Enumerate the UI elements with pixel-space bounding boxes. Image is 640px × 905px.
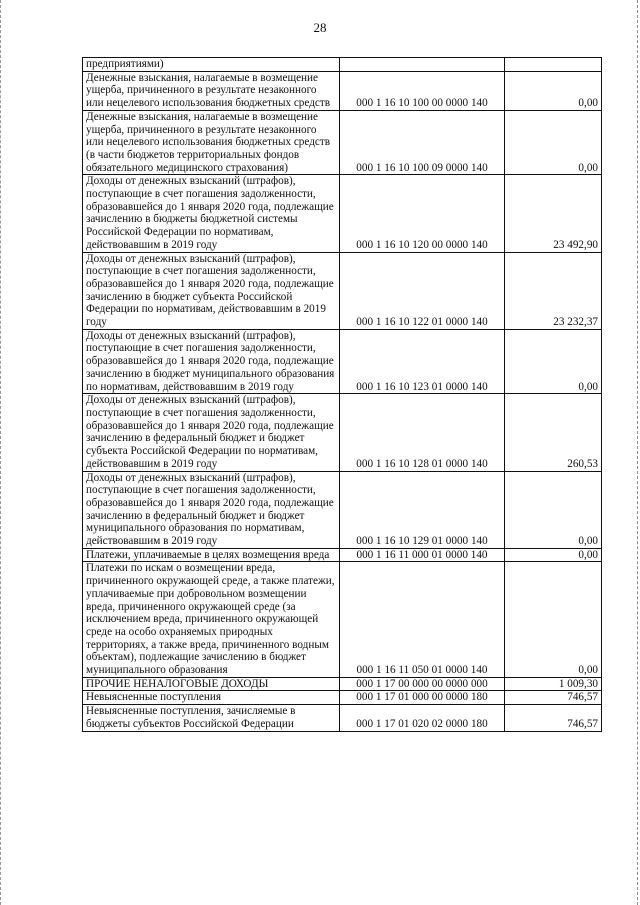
row-amount [505, 58, 602, 72]
row-name: Доходы от денежных взысканий (штрафов), поступающие в счет погашения задолженности, образовавшейся до 1 января 2020 года, подлежащие зачислению в федеральный бюджет и бюджет муниципального образования по нормативам, действовавшим в 2019 году [83, 471, 340, 548]
row-amount: 0,00 [505, 329, 602, 394]
row-amount: 0,00 [505, 562, 602, 677]
table-row [83, 329, 602, 394]
row-code [340, 58, 505, 72]
table-row [83, 691, 602, 705]
row-name: ПРОЧИЕ НЕНАЛОГОВЫЕ ДОХОДЫ [83, 677, 340, 691]
table-row [83, 705, 602, 731]
table-row [83, 562, 602, 677]
table-row [83, 677, 602, 691]
row-code: 000 1 16 11 000 01 0000 140 [340, 548, 505, 562]
row-name: Денежные взыскания, налагаемые в возмещение ущерба, причиненного в результате незаконного или нецелевого использования бюджетных средств (в части бюджетов территориальных фондов обязательного медицинского страхования) [83, 110, 340, 175]
row-code: 000 1 16 10 100 09 0000 140 [340, 110, 505, 175]
row-amount: 746,57 [505, 691, 602, 705]
row-amount: 0,00 [505, 71, 602, 110]
row-code: 000 1 16 10 100 00 0000 140 [340, 71, 505, 110]
scan-edge-left [0, 0, 3, 905]
row-name: Доходы от денежных взысканий (штрафов), поступающие в счет погашения задолженности, образовавшейся до 1 января 2020 года, подлежащие зачислению в федеральный бюджет и бюджет субъекта Российской Федерации по нормативам, действовавшим в 2019 году [83, 394, 340, 471]
row-name: Доходы от денежных взысканий (штрафов), поступающие в счет погашения задолженности, образовавшейся до 1 января 2020 года, подлежащие зачислению в бюджеты бюджетной системы Российской Федерации по нормативам, действовавшим в 2019 году [83, 175, 340, 252]
revenue-table [82, 57, 602, 732]
row-code: 000 1 16 11 050 01 0000 140 [340, 562, 505, 677]
row-amount: 0,00 [505, 471, 602, 548]
row-amount: 0,00 [505, 548, 602, 562]
row-code: 000 1 17 01 020 02 0000 180 [340, 705, 505, 731]
table-row [83, 110, 602, 175]
scan-edge-right [635, 0, 638, 905]
row-code: 000 1 16 10 129 01 0000 140 [340, 471, 505, 548]
table-row [83, 252, 602, 329]
table-row [83, 394, 602, 471]
row-amount: 260,53 [505, 394, 602, 471]
row-name: Невыясненные поступления, зачисляемые в бюджеты субъектов Российской Федерации [83, 705, 340, 731]
table-row [83, 58, 602, 72]
row-name: Платежи, уплачиваемые в целях возмещения вреда [83, 548, 340, 562]
row-amount: 23 492,90 [505, 175, 602, 252]
row-name: предприятиями) [83, 58, 340, 72]
row-code: 000 1 17 01 000 00 0000 180 [340, 691, 505, 705]
row-amount: 23 232,37 [505, 252, 602, 329]
row-code: 000 1 16 10 128 01 0000 140 [340, 394, 505, 471]
row-amount: 0,00 [505, 110, 602, 175]
row-name: Невыясненные поступления [83, 691, 340, 705]
row-code: 000 1 16 10 122 01 0000 140 [340, 252, 505, 329]
row-name: Платежи по искам о возмещении вреда, причиненного окружающей среде, а также платежи, уплачиваемые при добровольном возмещении вреда, причиненного окружающей среде (за исключением вреда, причиненного окружающей среде на особо охраняемых природных территориях, а также вреда, причиненного водным объектам), подлежащие зачислению в бюджет муниципального образования [83, 562, 340, 677]
row-name: Доходы от денежных взысканий (штрафов), поступающие в счет погашения задолженности, образовавшейся до 1 января 2020 года, подлежащие зачислению в бюджет субъекта Российской Федерации по нормативам, действовавшим в 2019 году [83, 252, 340, 329]
table-row [83, 71, 602, 110]
table-row [83, 548, 602, 562]
row-name: Доходы от денежных взысканий (штрафов), поступающие в счет погашения задолженности, образовавшейся до 1 января 2020 года, подлежащие зачислению в бюджет муниципального образования по нормативам, действовавшим в 2019 году [83, 329, 340, 394]
row-amount: 1 009,30 [505, 677, 602, 691]
row-code: 000 1 17 00 000 00 0000 000 [340, 677, 505, 691]
table-row [83, 175, 602, 252]
row-code: 000 1 16 10 123 01 0000 140 [340, 329, 505, 394]
row-code: 000 1 16 10 120 00 0000 140 [340, 175, 505, 252]
row-name: Денежные взыскания, налагаемые в возмещение ущерба, причиненного в результате незаконного или нецелевого использования бюджетных средств [83, 71, 340, 110]
table-row [83, 471, 602, 548]
row-amount: 746,57 [505, 705, 602, 731]
page-number: 28 [313, 20, 327, 35]
